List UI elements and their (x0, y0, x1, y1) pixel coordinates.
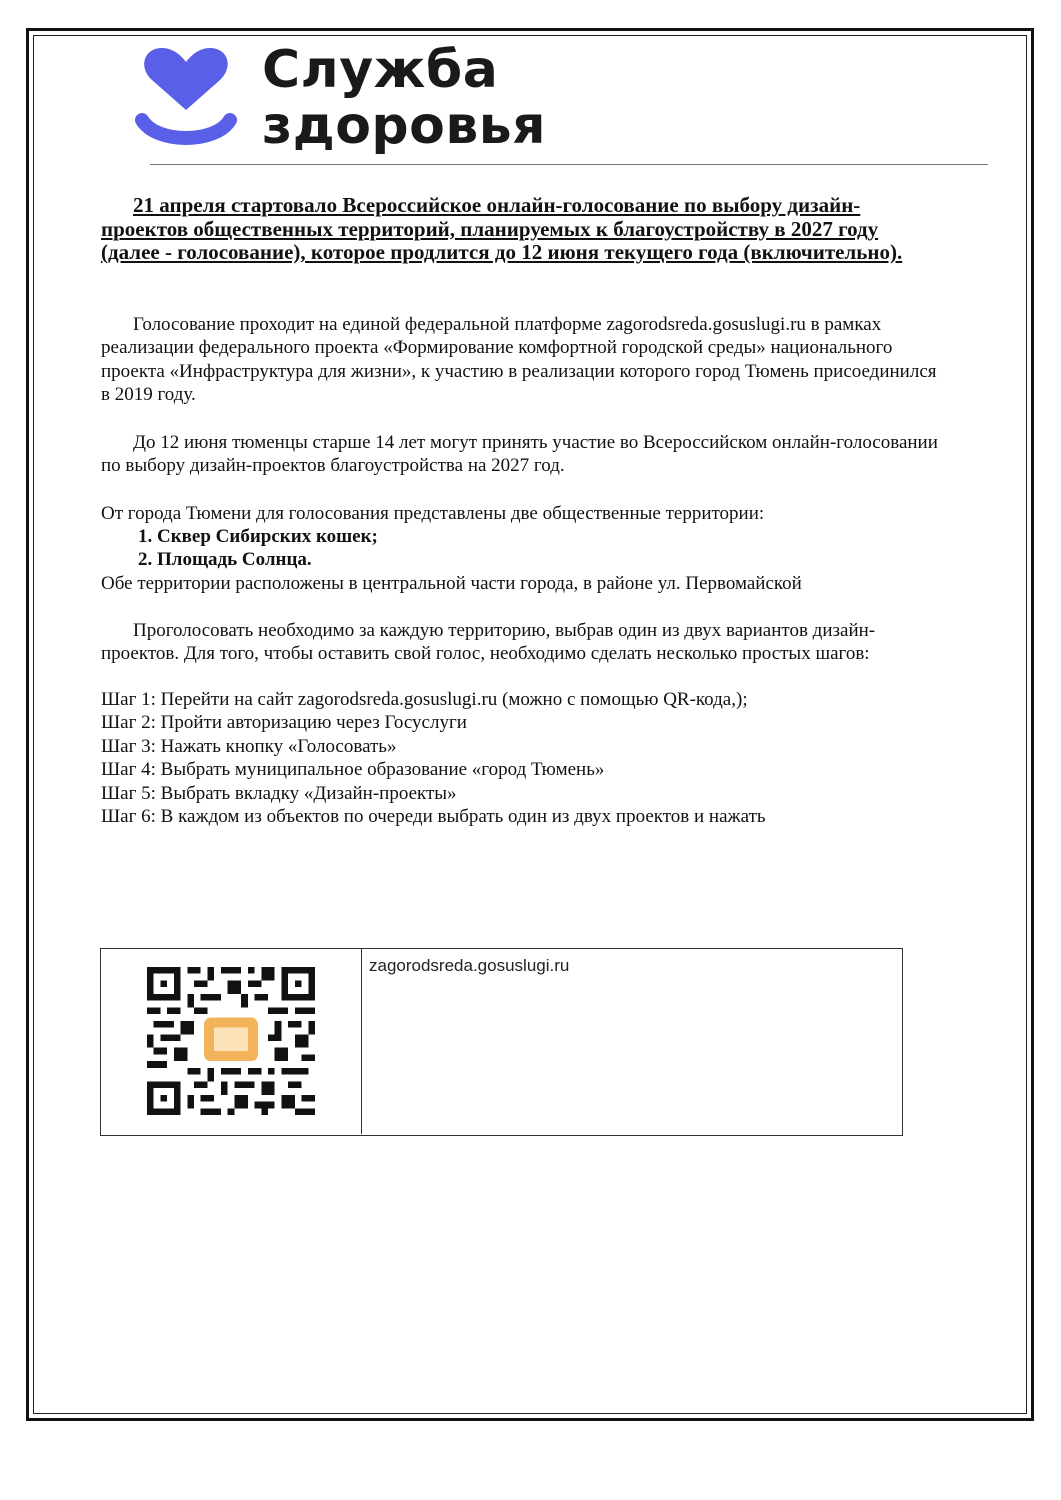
header-divider (150, 164, 988, 165)
step-item: Шаг 5: Выбрать вкладку «Дизайн-проекты» (101, 782, 457, 804)
step-item: Шаг 6: В каждом из объектов по очереди выбрать один из двух проектов и нажать (101, 806, 766, 828)
heart-smile-icon (134, 40, 238, 152)
paragraph-location-text: Обе территории расположены в центральной части города, в районе ул. Первомайской (101, 573, 802, 594)
paragraph-platform-text: Голосование проходит на единой федеральной платформе zagorodsreda.gosuslugi.ru в рамках реализации федерального проекта «Формирование комфортной городской среды» национального проекта «Инфраструктура для жизни», к участию в реализации которого город Тюмень присоединился в 2019 году. (101, 314, 937, 405)
qr-cell (101, 949, 362, 1134)
headline-text: 21 апреля стартовало Всероссийское онлайн-голосование по выбору дизайн-проектов общественных территорий, планируемых к благоустройству в 2027 году (далее - голосование), которое продлится до 12 июня текущего года (включительно). (101, 193, 903, 264)
logo (134, 40, 554, 170)
qr-code-icon (145, 967, 317, 1115)
qr-url-label: zagorodsreda.gosuslugi.ru (369, 956, 570, 975)
paragraph-territories-intro-text: От города Тюмени для голосования представлены две общественные территории: (101, 503, 765, 524)
qr-table (100, 948, 903, 1136)
logo-line-1: Служба (262, 40, 499, 100)
steps-list (101, 688, 941, 828)
paragraph-age-text: До 12 июня тюменцы старше 14 лет могут принять участие во Всероссийском онлайн-голосовании по выбору дизайн-проектов благоустройства на 2027 год. (101, 432, 938, 477)
paragraph-platform (101, 313, 941, 406)
logo-line-2: здоровья (262, 96, 547, 156)
territory-item: 2. Площадь Солнца. (138, 549, 312, 570)
paragraph-territories-intro (101, 502, 941, 525)
step-item: Шаг 4: Выбрать муниципальное образование «город Тюмень» (101, 759, 605, 781)
paragraph-location (101, 572, 941, 595)
step-item: Шаг 2: Пройти авторизацию через Госуслуги (101, 712, 467, 734)
paragraph-instructions (101, 619, 941, 666)
step-item: Шаг 1: Перейти на сайт zagorodsreda.gosuslugi.ru (можно с помощью QR-кода,); (101, 689, 748, 710)
logo-wordmark (262, 42, 546, 154)
paragraph-age (101, 431, 941, 478)
paragraph-instructions-text: Проголосовать необходимо за каждую территорию, выбрав один из двух вариантов дизайн-проектов. Для того, чтобы оставить свой голос, необходимо сделать несколько простых шагов: (101, 620, 876, 665)
step-item: Шаг 3: Нажать кнопку «Голосовать» (101, 735, 397, 757)
headline (101, 194, 941, 265)
territory-item: 1. Сквер Сибирских кошек; (138, 526, 378, 547)
